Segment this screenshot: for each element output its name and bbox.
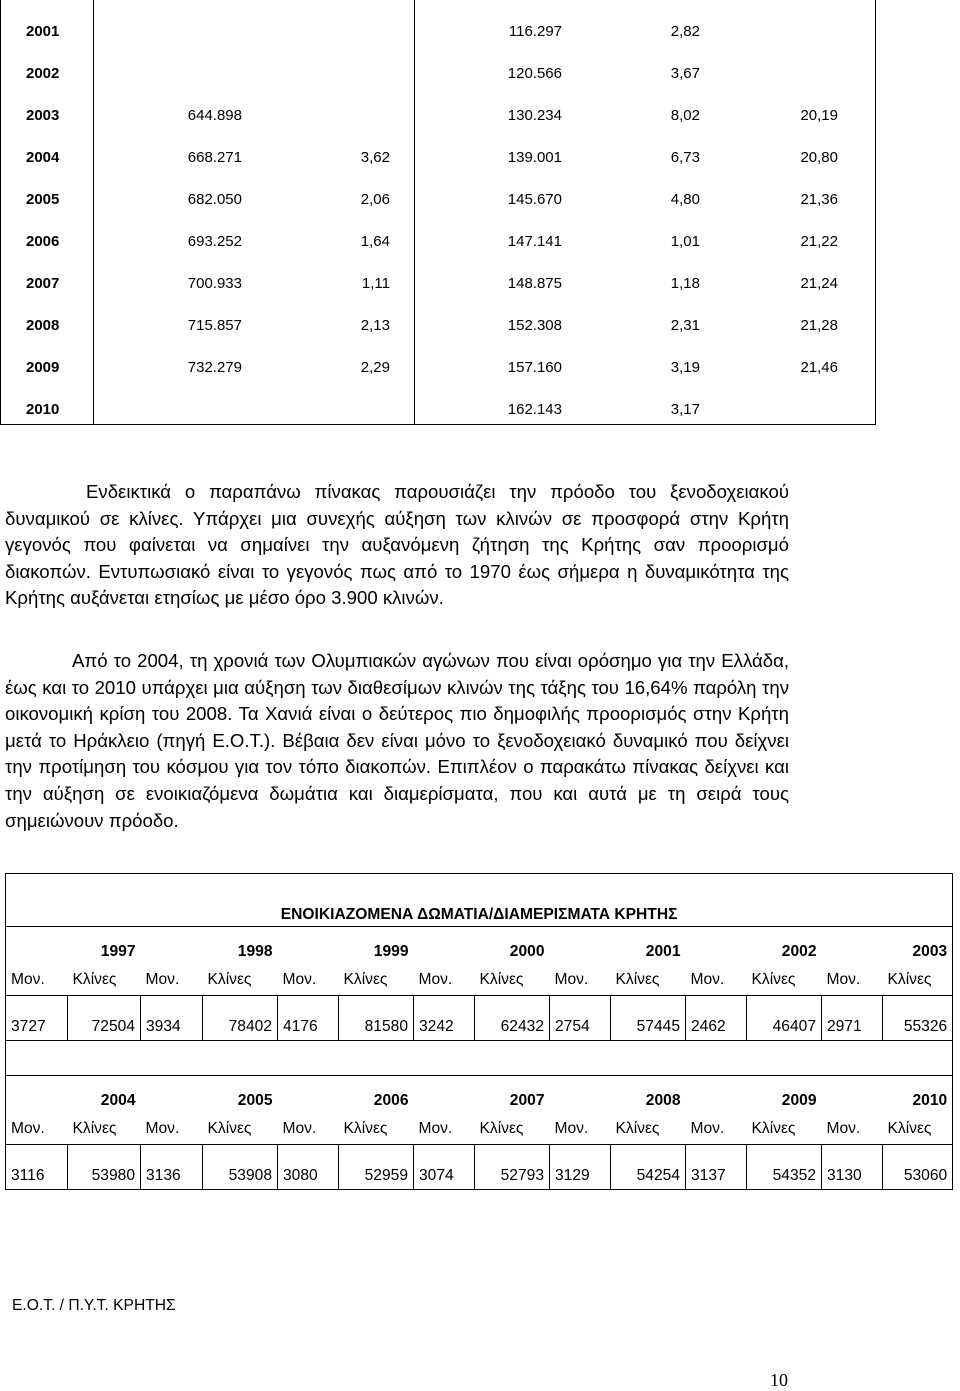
rooms-change-cell: 1,01 <box>670 233 700 250</box>
hotel-capacity-table <box>0 0 960 430</box>
beds-value: 72504 <box>68 996 141 1041</box>
title-text: ΚΡΗΤΗΣ <box>610 906 678 923</box>
rooms-cell: 145.670 <box>507 191 562 208</box>
year-cell: 2005 <box>26 191 60 208</box>
units-column-label: Μον. <box>282 971 317 988</box>
year-header: 2008 <box>550 1076 686 1115</box>
units-value: 3136 <box>141 1145 203 1190</box>
table-row <box>0 274 960 294</box>
beds-value: 78402 <box>203 996 278 1041</box>
beds-value: 53908 <box>203 1145 278 1190</box>
beds-column-label: Κλίνες <box>72 971 117 988</box>
beds-column-label: Κλίνες <box>479 1120 524 1137</box>
year-cell: 2004 <box>26 149 60 166</box>
beds-column-label: Κλίνες <box>479 971 524 988</box>
year-cell: 2001 <box>26 23 60 40</box>
beds-change-cell: 2,29 <box>360 359 390 376</box>
beds-cell: 700.933 <box>187 275 242 292</box>
table-row <box>0 148 960 168</box>
rooms-cell: 162.143 <box>507 401 562 418</box>
beds-change-cell: 1,64 <box>360 233 390 250</box>
share-cell: 21,22 <box>800 233 838 250</box>
rooms-cell: 147.141 <box>507 233 562 250</box>
units-column-label: Μον. <box>826 1120 861 1137</box>
units-value: 3116 <box>6 1145 68 1190</box>
units-value: 2462 <box>686 996 747 1041</box>
beds-value: 62432 <box>475 996 550 1041</box>
table-border-bottom <box>0 424 876 425</box>
year-cell: 2003 <box>26 107 60 124</box>
year-header: 2009 <box>686 1076 822 1115</box>
units-value: 2971 <box>822 996 883 1041</box>
rentals-table <box>5 873 953 1190</box>
year-cell: 2007 <box>26 275 60 292</box>
beds-column-label: Κλίνες <box>751 1120 796 1137</box>
beds-value: 46407 <box>747 996 822 1041</box>
rooms-change-cell: 6,73 <box>670 149 700 166</box>
paragraph-hotel-capacity: Ενδεικτικά ο παραπάνω πίνακας παρουσιάζει την πρόοδο του ξενοδοχειακού δυναμικού σε κλίνες. Υπάρχει μια συνεχής αύξηση των κλινών σε προσφορά στην Κρήτη γεγονός που φαίνεται να σημαίνει την αυξανόμενη ζήτηση της Κρήτης σαν προορισμό διακοπών. Εντυπωσιακό είναι το γεγονός πως από το 1970 έως σήμερα η δυναμικότητα της Κρήτης αυξάνεται ετησίως με μέσο όρο 3.900 κλινών. <box>5 481 789 609</box>
units-column-label: Μον. <box>418 1120 453 1137</box>
beds-cell: 732.279 <box>187 359 242 376</box>
beds-value: 54254 <box>611 1145 686 1190</box>
year-header: 2002 <box>686 927 822 966</box>
beds-change-cell: 1,11 <box>361 275 390 292</box>
year-header: 2004 <box>6 1076 141 1115</box>
beds-cell: 668.271 <box>187 149 242 166</box>
units-column-label: Μον. <box>145 1120 180 1137</box>
beds-column-label: Κλίνες <box>207 971 252 988</box>
rooms-change-cell: 8,02 <box>670 107 700 124</box>
rooms-change-cell: 3,19 <box>670 359 700 376</box>
table-spacer <box>6 1041 953 1076</box>
share-cell: 20,19 <box>800 107 838 124</box>
units-value: 3129 <box>550 1145 611 1190</box>
share-cell: 21,24 <box>800 275 838 292</box>
beds-column-label: Κλίνες <box>883 1114 953 1145</box>
units-value: 2754 <box>550 996 611 1041</box>
rooms-change-cell: 3,67 <box>670 65 700 82</box>
year-header: 2005 <box>141 1076 278 1115</box>
rooms-change-cell: 2,82 <box>670 23 700 40</box>
units-value: 3934 <box>141 996 203 1041</box>
table-row <box>0 316 960 336</box>
table-row <box>0 358 960 378</box>
beds-cell: 682.050 <box>187 191 242 208</box>
units-column-label: Μον. <box>282 1120 317 1137</box>
rooms-cell: 120.566 <box>507 65 562 82</box>
beds-cell: 715.857 <box>187 317 242 334</box>
units-value: 3242 <box>414 996 475 1041</box>
rooms-cell: 139.001 <box>507 149 562 166</box>
beds-change-cell: 3,62 <box>360 149 390 166</box>
beds-cell: 693.252 <box>187 233 242 250</box>
rentals-table-title <box>6 874 953 927</box>
share-cell: 20,80 <box>800 149 838 166</box>
year-cell: 2009 <box>26 359 60 376</box>
units-column-label: Μον. <box>145 971 180 988</box>
year-header: 1998 <box>141 927 278 966</box>
table-row <box>0 64 960 84</box>
rooms-cell: 130.234 <box>507 107 562 124</box>
title-text: ΕΝΟΙΚΙΑΖΟΜΕΝΑ <box>280 906 418 923</box>
year-header: 2000 <box>414 927 550 966</box>
units-value: 4176 <box>278 996 339 1041</box>
units-value: 3137 <box>686 1145 747 1190</box>
beds-column-label: Κλίνες <box>615 1120 660 1137</box>
units-value: 3727 <box>6 996 68 1041</box>
title-underlined-text: ΔΩΜΑΤΙΑ/ΔΙΑΜΕΡΙΣΜΑΤΑ <box>417 906 611 923</box>
beds-value: 57445 <box>611 996 686 1041</box>
table-row <box>0 232 960 252</box>
beds-column-label: Κλίνες <box>751 971 796 988</box>
beds-value: 53060 <box>883 1145 953 1190</box>
rooms-change-cell: 1,18 <box>670 275 700 292</box>
units-column-label: Μον. <box>6 965 68 996</box>
year-header: 2007 <box>414 1076 550 1115</box>
beds-column-label: Κλίνες <box>883 965 953 996</box>
year-cell: 2008 <box>26 317 60 334</box>
table-row <box>0 400 960 420</box>
table-row <box>0 190 960 210</box>
table-row <box>0 106 960 126</box>
beds-column-label: Κλίνες <box>343 1120 388 1137</box>
units-column-label: Μον. <box>6 1114 68 1145</box>
beds-value: 53980 <box>68 1145 141 1190</box>
source-note: Ε.Ο.Τ. / Π.Υ.Τ. ΚΡΗΤΗΣ <box>12 1297 176 1314</box>
units-value: 3080 <box>278 1145 339 1190</box>
rooms-change-cell: 4,80 <box>670 191 700 208</box>
units-value: 3074 <box>414 1145 475 1190</box>
units-column-label: Μον. <box>826 971 861 988</box>
paragraph-rentals-growth: Από το 2004, τη χρονιά των Ολυμπιακών αγώνων που είναι ορόσημο για την Ελλάδα, έως και το 2010 υπάρχει μια αύξηση των διαθεσίμων κλινών της τάξης του 16,64% παρόλη την οικονομική κρίση του 2008. Τα Χανιά είναι ο δεύτερος πιο δημοφιλής προορισμός στην Κρήτη μετά το Ηράκλειο (πηγή Ε.Ο.Τ.). Βέβαια δεν είναι μόνο το ξενοδοχειακό δυναμικό που δείχνει την προτίμηση του κόσμου για τον τόπο διακοπών. Επιπλέον ο παρακάτω πίνακας δείχνει και την αύξηση σε ενοικιαζόμενα δωμάτια και διαμερίσματα, που και αυτά με τη σειρά τους σημειώνουν πρόοδο. <box>5 650 789 831</box>
units-column-label: Μον. <box>690 1120 725 1137</box>
year-cell: 2002 <box>26 65 60 82</box>
year-header: 2001 <box>550 927 686 966</box>
page-number: 10 <box>770 1370 788 1390</box>
beds-value: 52959 <box>339 1145 414 1190</box>
rooms-cell: 152.308 <box>507 317 562 334</box>
beds-value: 54352 <box>747 1145 822 1190</box>
beds-cell: 644.898 <box>187 107 242 124</box>
units-column-label: Μον. <box>418 971 453 988</box>
beds-column-label: Κλίνες <box>72 1120 117 1137</box>
units-column-label: Μον. <box>554 1120 589 1137</box>
rooms-cell: 148.875 <box>507 275 562 292</box>
units-column-label: Μον. <box>554 971 589 988</box>
share-cell: 21,36 <box>800 191 838 208</box>
beds-column-label: Κλίνες <box>343 971 388 988</box>
beds-value: 52793 <box>475 1145 550 1190</box>
year-cell: 2006 <box>26 233 60 250</box>
rooms-change-cell: 2,31 <box>670 317 700 334</box>
beds-value: 81580 <box>339 996 414 1041</box>
units-column-label: Μον. <box>690 971 725 988</box>
table-row <box>0 22 960 42</box>
year-header: 1999 <box>278 927 414 966</box>
year-header: 2006 <box>278 1076 414 1115</box>
beds-value: 55326 <box>883 996 953 1041</box>
share-cell: 21,46 <box>800 359 838 376</box>
beds-column-label: Κλίνες <box>207 1120 252 1137</box>
beds-column-label: Κλίνες <box>615 971 660 988</box>
rooms-change-cell: 3,17 <box>670 401 700 418</box>
units-value: 3130 <box>822 1145 883 1190</box>
year-cell: 2010 <box>26 401 60 418</box>
share-cell: 21,28 <box>800 317 838 334</box>
beds-change-cell: 2,06 <box>360 191 390 208</box>
rooms-cell: 116.297 <box>508 23 562 40</box>
beds-change-cell: 2,13 <box>360 317 390 334</box>
year-header: 1997 <box>6 927 141 966</box>
rooms-cell: 157.160 <box>507 359 562 376</box>
year-header: 2010 <box>822 1076 953 1115</box>
year-header: 2003 <box>822 927 953 966</box>
